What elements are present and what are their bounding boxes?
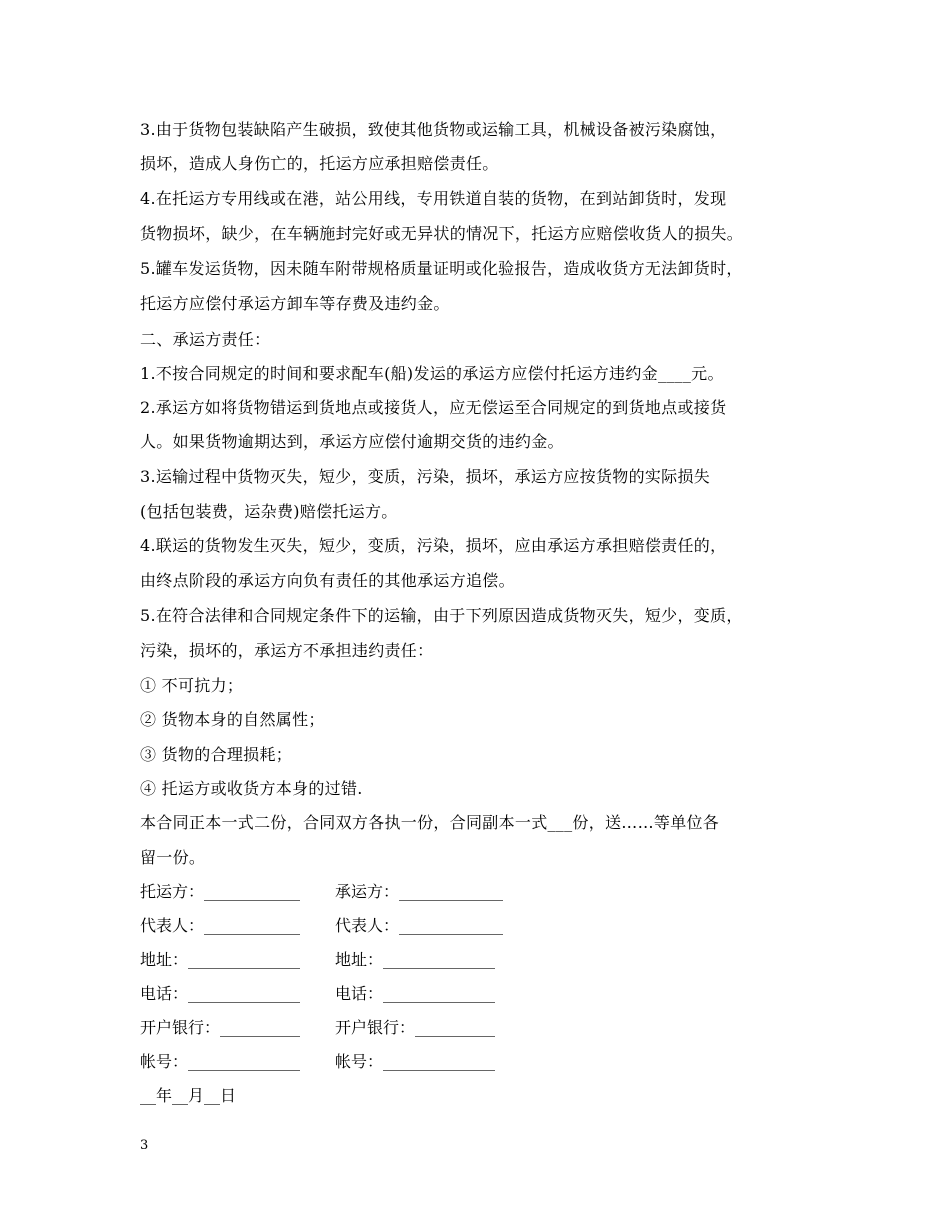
- text-line: 3.由于货物包装缺陷产生破损，致使其他货物或运输工具，机械设备被污染腐蚀，: [140, 120, 727, 139]
- text-line: 留一份。: [140, 848, 206, 867]
- text-line: 人。如果货物逾期达到，承运方应偿付逾期交货的违约金。: [140, 432, 564, 451]
- signature-shipper-account: 帐号：______________: [140, 1052, 301, 1071]
- signature-date: __年__月__日: [140, 1086, 237, 1105]
- signature-shipper-bank: 开户银行：__________: [140, 1018, 301, 1037]
- text-line: 2.承运方如将货物错运到货地点或接货人，应无偿运至合同规定的到货地点或接货: [140, 398, 727, 417]
- signature-carrier: 承运方：_____________: [335, 882, 504, 901]
- signature-carrier-phone: 电话：______________: [335, 984, 496, 1003]
- signature-shipper-address: 地址：______________: [140, 950, 301, 969]
- text-line: 4.在托运方专用线或在港，站公用线，专用铁道自装的货物，在到站卸货时，发现: [140, 189, 727, 208]
- list-item: ④ 托运方或收货方本身的过错.: [140, 779, 363, 798]
- text-line: 由终点阶段的承运方向负有责任的其他承运方追偿。: [140, 571, 515, 590]
- text-line: 本合同正本一式二份，合同双方各执一份，合同副本一式___份，送……等单位各: [140, 813, 720, 832]
- list-item: ① 不可抗力；: [140, 676, 244, 695]
- signature-carrier-address: 地址：______________: [335, 950, 496, 969]
- signature-shipper-representative: 代表人：____________: [140, 916, 301, 935]
- list-item: ③ 货物的合理损耗；: [140, 745, 293, 764]
- signature-carrier-bank: 开户银行：__________: [335, 1018, 496, 1037]
- signature-shipper-phone: 电话：______________: [140, 984, 301, 1003]
- text-line: 损坏，造成人身伤亡的，托运方应承担赔偿责任。: [140, 154, 499, 173]
- text-line: 1.不按合同规定的时间和要求配车(船)发运的承运方应偿付托运方违约金____元。: [140, 364, 724, 383]
- text-line: 3.运输过程中货物灭失，短少，变质，污染，损坏，承运方应按货物的实际损失: [140, 467, 711, 486]
- text-line: 污染，损坏的，承运方不承担违约责任：: [140, 641, 434, 660]
- text-line: 托运方应偿付承运方卸车等存费及违约金。: [140, 294, 450, 313]
- text-line: 货物损坏，缺少，在车辆施封完好或无异状的情况下，托运方应赔偿收货人的损失。: [140, 224, 744, 243]
- section-heading: 二、承运方责任：: [140, 330, 271, 349]
- signature-carrier-representative: 代表人：_____________: [335, 916, 504, 935]
- text-line: 5.罐车发运货物，因未随车附带规格质量证明或化验报告，造成收货方无法卸货时，: [140, 259, 743, 278]
- text-line: (包括包装费，运杂费)赔偿托运方。: [140, 502, 398, 521]
- page-number: 3: [140, 1138, 149, 1153]
- list-item: ② 货物本身的自然属性；: [140, 710, 325, 729]
- text-line: 5.在符合法律和合同规定条件下的运输，由于下列原因造成货物灭失，短少，变质，: [140, 606, 743, 625]
- signature-carrier-account: 帐号：______________: [335, 1052, 496, 1071]
- signature-shipper: 托运方：____________: [140, 882, 301, 901]
- text-line: 4.联运的货物发生灭失，短少，变质，污染，损坏，应由承运方承担赔偿责任的，: [140, 536, 727, 555]
